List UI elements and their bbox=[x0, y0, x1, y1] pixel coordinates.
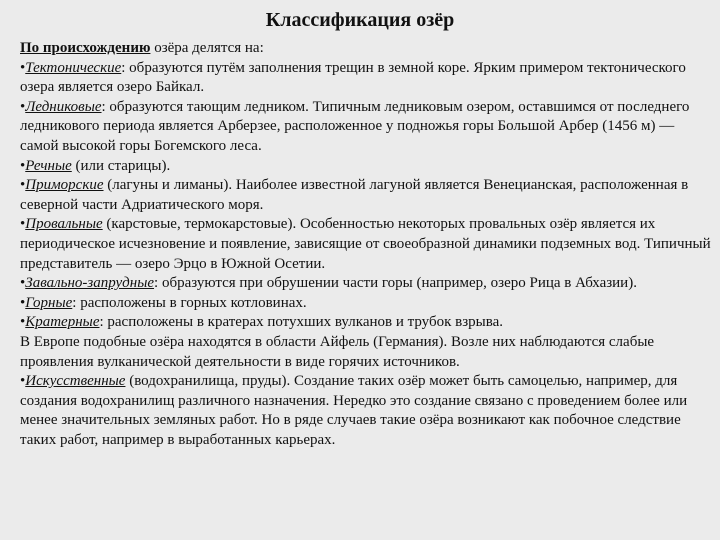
list-item bbox=[20, 59, 716, 98]
list-item bbox=[20, 274, 716, 294]
bullet: • bbox=[20, 157, 26, 174]
term-coastal: Приморские bbox=[25, 177, 104, 194]
item-text: (карстовые, термокарстовые). Особенностью некоторых провальных озёр является их периодическое исчезновение и появление, зависящие от своеобразной динамики подземных вод. Типичный представитель — озеро Эрцо в Южной Осетии. bbox=[20, 216, 711, 272]
bullet: • bbox=[20, 98, 26, 115]
intro-text: озёра делятся на: bbox=[150, 40, 264, 56]
bullet: • bbox=[20, 216, 26, 233]
bullet: • bbox=[20, 373, 26, 390]
item-text: (или старицы). bbox=[71, 157, 171, 174]
term-river: Речные bbox=[25, 157, 72, 174]
term-crater: Кратерные bbox=[25, 314, 100, 331]
bullet: • bbox=[20, 59, 26, 76]
intro-paragraph bbox=[20, 39, 716, 59]
page-title: Классификация озёр bbox=[265, 9, 455, 31]
list-item bbox=[20, 215, 716, 274]
bullet: • bbox=[20, 177, 26, 194]
term-glacial: Ледниковые bbox=[25, 98, 102, 115]
content-body bbox=[20, 39, 716, 450]
item-text: (лагуны и лиманы). Наиболее известной лагуной является Венецианская, расположенная в северной части Адриатического моря. bbox=[20, 177, 689, 213]
item-text: : расположены в горных котловинах. bbox=[72, 294, 307, 311]
list-item bbox=[20, 98, 716, 157]
term-dammed: Завально-запрудные bbox=[25, 275, 155, 292]
plain-paragraph: В Европе подобные озёра находятся в области Айфель (Германия). Возле них наблюдаются слабые проявления вулканической деятельности в виде горячих источников. bbox=[20, 333, 655, 370]
term-artificial: Искусственные bbox=[25, 373, 126, 390]
bullet: • bbox=[20, 294, 26, 311]
bullet: • bbox=[20, 314, 26, 331]
list-item bbox=[20, 157, 716, 177]
term-karst: Провальные bbox=[25, 216, 103, 233]
item-text: : образуются при обрушении части горы (например, озеро Рица в Абхазии). bbox=[154, 275, 637, 292]
list-item bbox=[20, 313, 716, 333]
item-text: : расположены в кратерах потухших вулканов и трубок взрыва. bbox=[99, 314, 504, 331]
intro-heading: По происхождению bbox=[20, 40, 151, 56]
item-text: : образуются путём заполнения трещин в земной коре. Ярким примером тектонического озера является озеро Байкал. bbox=[20, 59, 686, 96]
list-item bbox=[20, 176, 716, 215]
list-item bbox=[20, 372, 716, 450]
term-mountain: Горные bbox=[25, 294, 73, 311]
list-item bbox=[20, 294, 716, 314]
term-tectonic: Тектонические bbox=[25, 59, 122, 76]
item-text: (водохранилища, пруды). Создание таких озёр может быть самоцелью, например, для создания водохранилищ различного назначения. Нередко это создание связано с проведением более или менее значительных земляных работ. Но в ряде случаев такие озёра возникают как побочное следствие таких работ, например в выработанных карьерах. bbox=[20, 373, 688, 448]
item-text: : образуются тающим ледником. Типичным ледниковым озером, оставшимся от последнего ледникового периода является Арберзее, расположенное у подножья горы Большой Арбер (1456 м) — самой высокой горы Богемского леса. bbox=[20, 98, 690, 154]
bullet: • bbox=[20, 275, 26, 292]
